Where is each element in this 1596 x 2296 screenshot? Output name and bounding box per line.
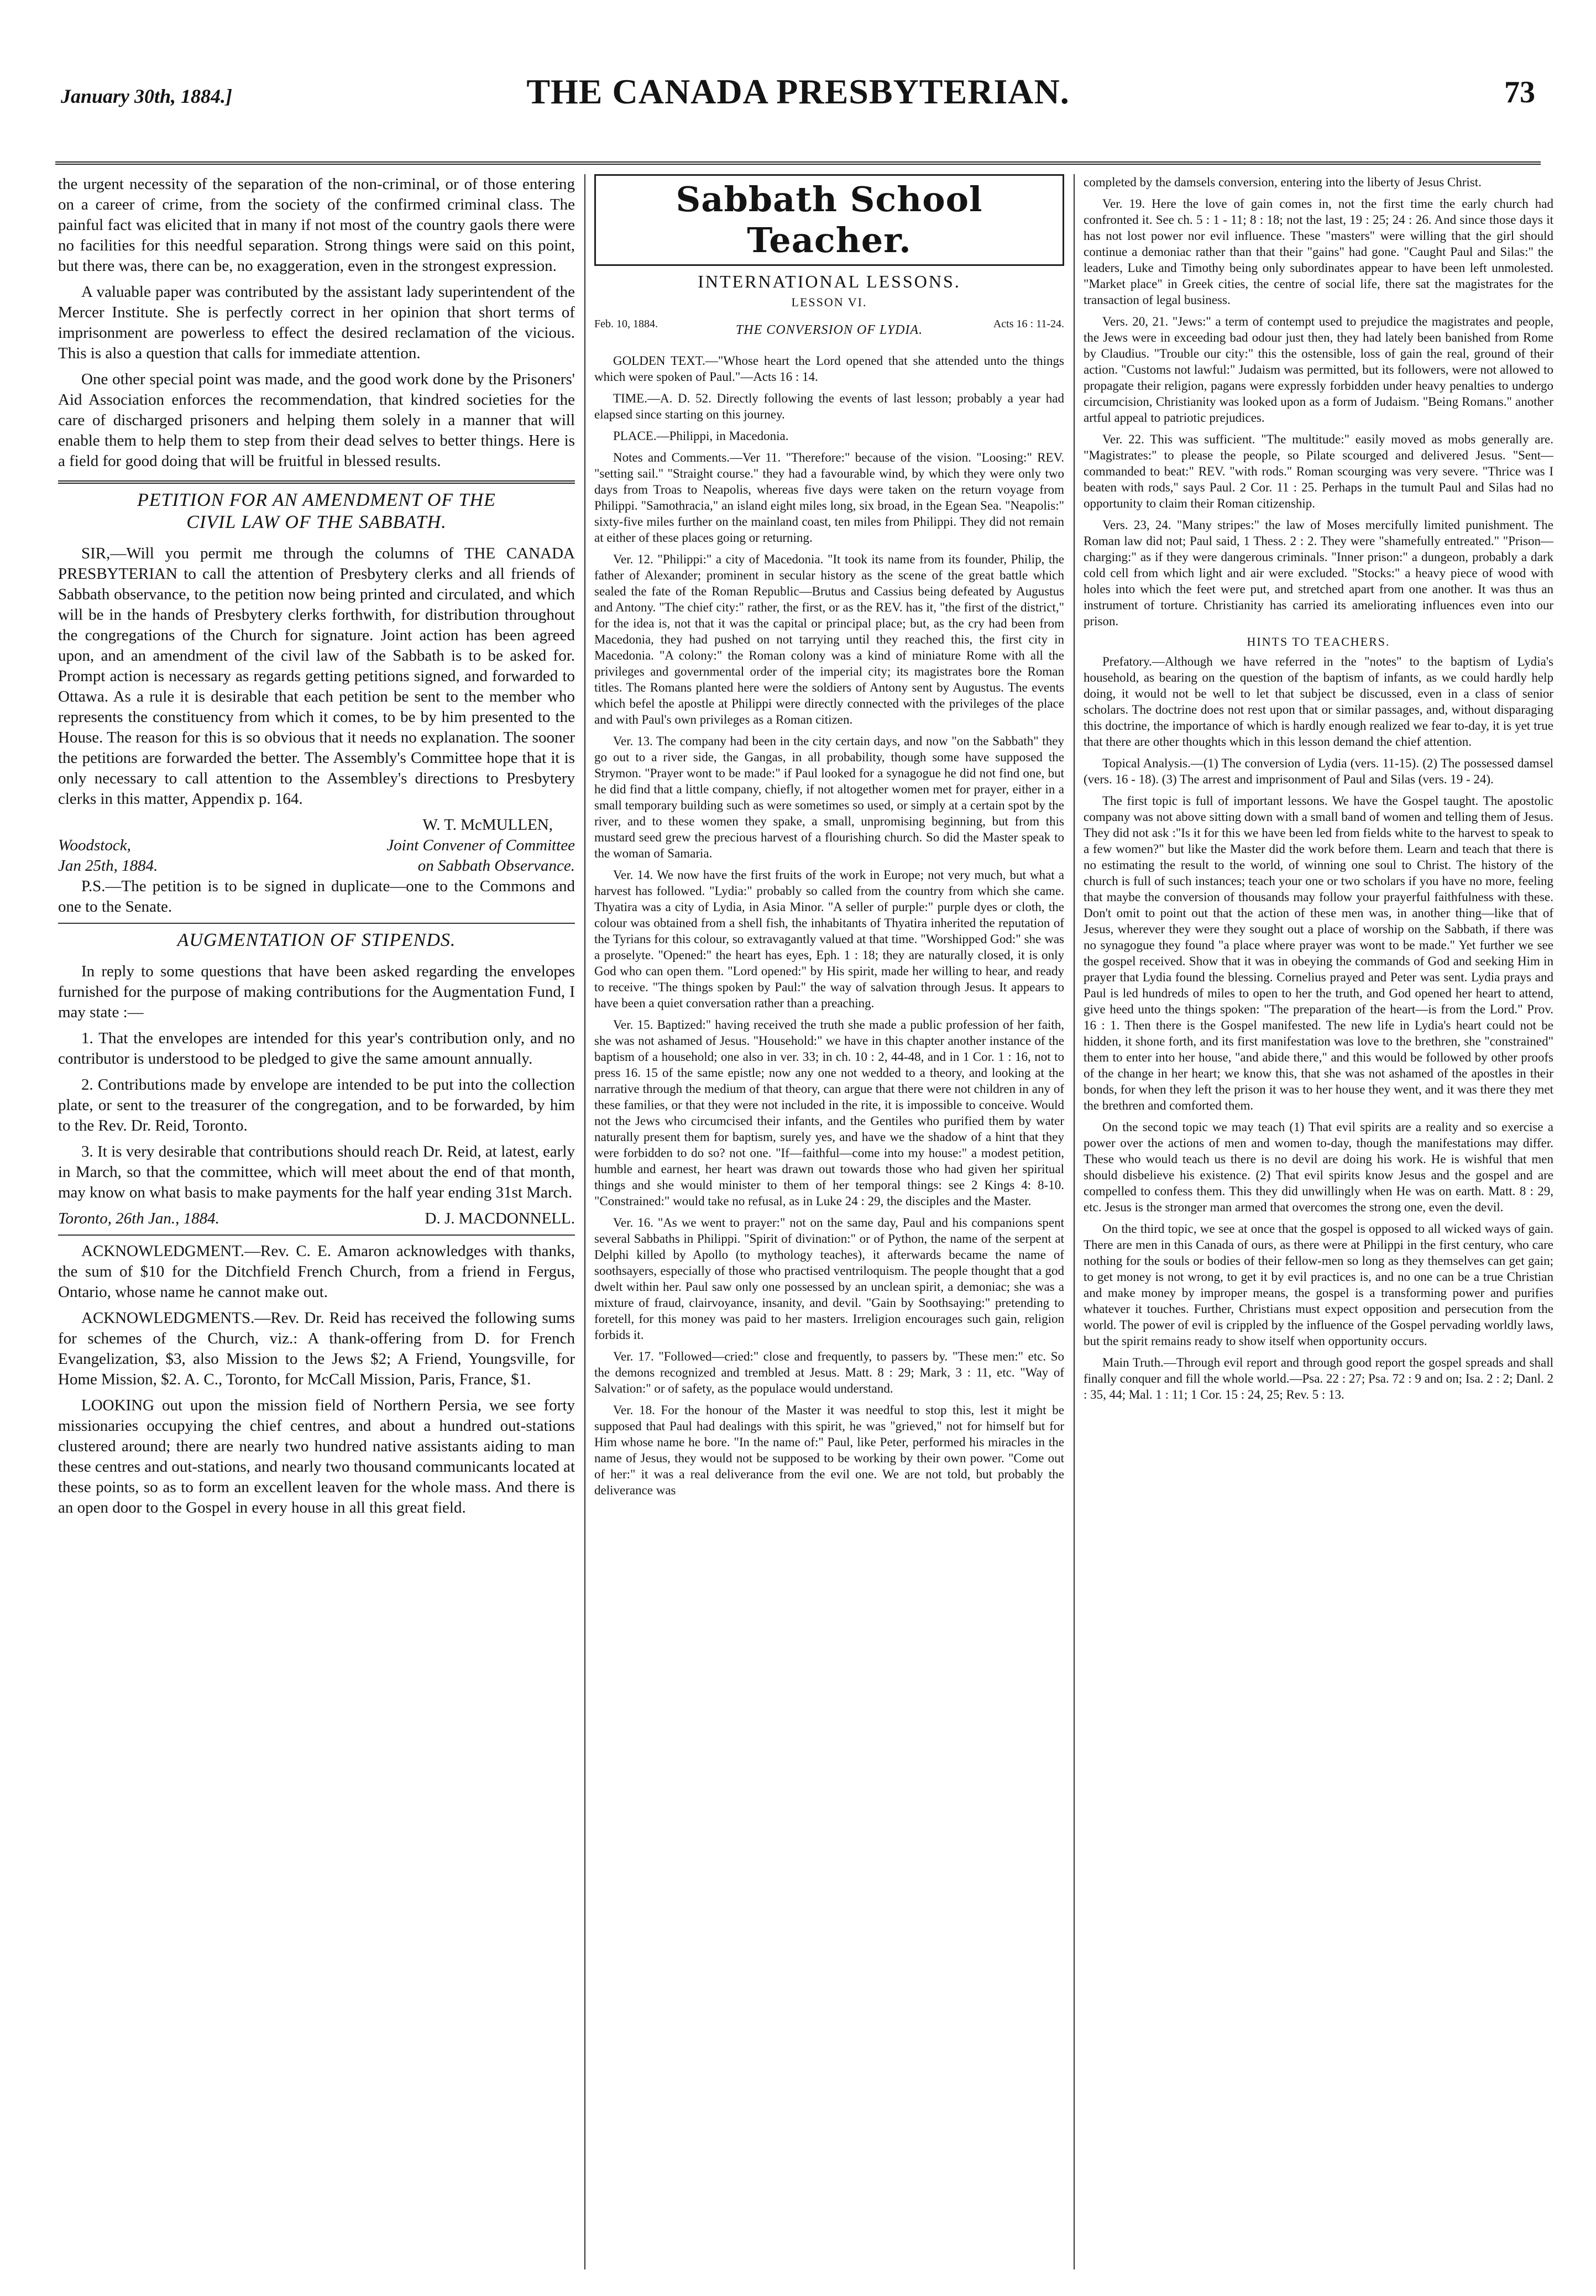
article-paragraph: A valuable paper was contributed by the assistant lady superintendent of the Mercer Institute. She is perfectly correct in her opinion that short terms of imprisonment are powerless to effect the desired reclamation of the vicious. This is also a question that calls for immediate attention. xyxy=(58,283,575,362)
lesson-paragraph: Ver. 12. "Philippi:" a city of Macedonia. "It took its name from its founder, Philip, the father of Alexander; prominent in secular history as the scene of the great battle which sealed the fate of the Roman Republic—Brutus and Cassius being defeated by Augustus and Antony. "The chief city:" rather, the first, or as the REV. has it, "the first of the district," for the idea is, not that it was the capital or principal place; but, as the cry had been from Macedonia, they had pushed on not tarrying until they reached this, the first city in Macedonia. "A colony:" the Roman colony was a kind of miniature Rome with all the privileges and governmental order of the imperial city; its magistrates bore the Roman titles. The Romans planted here were the soldiers of Antony sent by Augustus. The events which befel the apostle at Philippi were directly connected with the privileges of the place and with Paul's own privileges as a Roman citizen. xyxy=(594,552,1064,726)
mission-paragraph: LOOKING out upon the mission field of Northern Persia, we see forty missionaries occupying the chief centres, and about a hundred out-stations clustered around; there are nearly two hundred native assistants aiding to man these centres and out-stations, and nearly two thousand communicants located at these points, so as to form an excellent leaven for the whole mass. And there is an open door to the Gospel in every house in all this great field. xyxy=(58,1397,575,1516)
lesson-paragraph: Notes and Comments.—Ver 11. "Therefore:" because of the vision. "Loosing:" REV. "setting sail." "Straight course." they had a favourable wind, by which they were only two days from Troas to Neapolis, whereas five days were taken on the return voyage from Philippi. "Samothracia," an island eight miles long, six broad, in the Egean Sea. "Neapolis:" sixty-five miles further on the mainland coast, ten miles from Philippi. They did not remain at either of these places going or returning. xyxy=(594,451,1064,545)
lesson-paragraph: Vers. 23, 24. "Many stripes:" the law of Moses mercifully limited punishment. The Roman law did not; Paul said, 1 Thess. 2 : 2. They were "shamefully entreated." "Prison—charging:" as if they were dangerous criminals. "Inner prison:" a dungeon, probably a dark cold cell from which light and air were excluded. "Stocks:" a heavy piece of wood with holes into which the feet were put, and stretched apart from one another. It was thus an instrument of torture. Christianity has carried its ameliorating influences even into our prison. xyxy=(1084,518,1553,628)
lesson-paragraph: Ver. 18. For the honour of the Master it was needful to stop this, lest it might be supposed that Paul had dealings with this spirit, he was "grieved," not for himself but for Him whose name he bore. "In the name of:" Paul, like Peter, performed his miracles in the name of Jesus, they would not be supposed to be working by their own power. "Come out of her:" it was a real deliverance from the evil one. We are not told, but probably the deliverance was xyxy=(594,1403,1064,1497)
hints-paragraph: On the third topic, we see at once that the gospel is opposed to all wicked ways of gain. There are men in this Canada of ours, as there were at Philippi in the first century, who care nothing for the souls or bodies of their fellow-men so long as they themselves can get gain; to get money is not wrong, to get it by evil practices is, and no one can be a true Christian and make money by improper means, the gospel is a transforming power and purifies whatever it touches. Further, Christians must expect opposition and persecution from the world. The power of evil is crippled by the influence of the Gospel pervading worldly laws, but the spirit remains ready to show itself when opportunity occurs. xyxy=(1084,1222,1553,1348)
augmentation-signature: Toronto, 26th Jan., 1884. D. J. MACDONNELL. xyxy=(58,1210,575,1227)
lesson-paragraph: completed by the damsels conversion, entering into the liberty of Jesus Christ. xyxy=(1084,175,1482,189)
section-rule xyxy=(58,923,575,924)
issue-date: January 30th, 1884.] xyxy=(61,85,233,107)
lesson-paragraph: Ver. 17. "Followed—cried:" close and frequently, to passers by. "These men:" etc. So the demons recognized and trembled at Jesus. Matt. 8 : 29; Mark, 3 : 11, etc. "Way of Salvation:" or of safety, as the populace would understand. xyxy=(594,1350,1064,1395)
lesson-paragraph: Ver. 16. "As we went to prayer:" not on the same day, Paul and his companions spent several Sabbaths in Philippi. "Spirit of divination:" or of Python, the name of the serpent at Delphi killed by Apollo (to mythology teaches), it afterwards became the name of soothsayers, especially of those who practised ventriloquism. The people thought that a god dwelt within her. Paul saw only one possessed by an unclean spirit, a demoniac; she was a mixture of fraud, clairvoyance, insanity, and devil. "Gain by Soothsaying:" pretending to foretell, for this money was paid to her masters. Irreligion encourages such gain, religion forbids it. xyxy=(594,1216,1064,1342)
lesson-paragraph: Ver. 15. Baptized:" having received the truth she made a public profession of her faith, she was not ashamed of Jesus. "Household:" we have in this chapter another instance of the baptism of a household; one also in ver. 33; in ch. 10 : 2, 44-48, and in 1 Cor. 1 : 16, not to press 16. 15 of the same epistle; now any one not wedded to a theory, and looking at the narrative through the medium of that theory, can argue that there were not children in any of these families, or that they were not included in the rite, it is impossible to conceive. Would not the Jews who circumcised their infants, and the Gentiles who purified them by water naturally present them for baptism, surely yes, and have we the shadow of a hint that they were forbidden to do so? not one. "If—faithful—come into my house:" a modest petition, humble and earnest, her heart was drawn out towards those who had given her spiritual things and she would minister to them of her temporal things: see 2 Kings 4: 8-10. "Constrained:" would take no refusal, as in Luke 24 : 29, the disciples and the Master. xyxy=(594,1018,1064,1208)
lesson-title: THE CONVERSION OF LYDIA. xyxy=(735,323,923,337)
lesson-paragraph: Ver. 13. The company had been in the city certain days, and now "on the Sabbath" they go out to a river side, the Gangas, in all probability, though some have supposed the Strymon. "Prayer wont to be made:" if Paul looked for a synagogue he did not find one, but he did find that a little company, chiefly, if not altogether women met for prayer, either in a small temporary building such as were sometimes so used, or simply at a certain spot by the river, and to these women they spake, a small, unpromising beginning, but from this mustard seed grew the precious harvest of a flourishing church. So did the Master speak to the woman of Samaria. xyxy=(594,734,1064,860)
page-number: 73 xyxy=(1504,75,1535,109)
lesson-paragraph: TIME.—A. D. 52. Directly following the events of last lesson; probably a year had elapsed since starting on this journey. xyxy=(594,391,1064,421)
running-head xyxy=(50,53,1546,124)
hints-paragraph: Main Truth.—Through evil report and through good report the gospel spreads and shall finally conquer and fill the whole world.—Psa. 22 : 27; Psa. 72 : 9 and on; Isa. 2 : 2; Danl. 2 : 35, 44; Mal. 1 : 11; 1 Cor. 15 : 24, 25; Rev. 5 : 13. xyxy=(1084,1356,1553,1401)
section-rule xyxy=(58,1235,575,1236)
column-left xyxy=(58,174,575,2275)
petition-signature-line: Jan 25th, 1884. on Sabbath Observance. xyxy=(58,857,575,875)
header-rule xyxy=(55,161,1541,165)
lesson-date: Feb. 10, 1884. xyxy=(594,318,658,330)
augmentation-intro: In reply to some questions that have been asked regarding the envelopes furnished for the purpose of making contributions for the Augmentation Fund, I may state :— xyxy=(58,963,575,1021)
augmentation-item: 3. It is very desirable that contributions should reach Dr. Reid, at latest, early in March, so that the committee, which will meet about the end of that month, may know on what basis to make payments for the half year ending 31st March. xyxy=(58,1143,575,1201)
petition-letter: SIR,—Will you permit me through the columns of THE CANADA PRESBYTERIAN to call the attention of Presbytery clerks and all friends of Sabbath observance, to the petition now being printed and circulated, and which will be in the hands of Presbytery clerks forthwith, for distribution throughout the congregations of the Church for signature. Joint action has been agreed upon, and an amendment of the civil law of the Sabbath is to be asked for. Prompt action is necessary as regards getting petitions signed, and forwarded to Ottawa. As a rule it is desirable that each petition be sent to the member who represents the constituency from which it comes, to be by him presented to the House. The reason for this is so obvious that it needs no explanation. The sooner the petitions are forwarded the better. The Assembly's Committee hope that it is only necessary to call attention to the Assembley's directions to Presbytery clerks in this matter, Appendix p. 164. xyxy=(58,545,575,808)
section-banner: Sabbath School Teacher. xyxy=(594,174,1064,266)
column-divider xyxy=(584,174,585,2269)
hints-paragraph: On the second topic we may teach (1) That evil spirits are a reality and so exercise a power over the actions of men and women to-day, though the manifestations may differ. These who would teach us there is no devil are doing his work. He is wishful that men should disbelieve his existence. (2) That evil spirits know Jesus and the gospel and are compelled to confess them. This they did unwillingly when He was on earth. Matt. 8 : 29, etc. Jesus is the stronger man armed that overcomes the strong one, even the devil. xyxy=(1084,1120,1553,1214)
petition-signer: W. T. McMULLEN, xyxy=(422,816,553,834)
lesson-paragraph: Ver. 14. We now have the first fruits of the work in Europe; not very much, but what a harvest has followed. "Lydia:" probably so called from the country from which she came. Thyatira was a city of Lydia, in Asia Minor. "A seller of purple:" purple dyes or cloth, the colour was obtained from a shell fish, the inhabitants of Thyatira inherited the reputation of the Tyrians for this colour, so extravagantly valued at that time. "Worshipped God:" she was a proselyte. "Opened:" the heart has eyes, Eph. 1 : 18; they are naturally closed, it is only God who can open them. "Lord opened:" by His spirit, made her willing to hear, and ready to receive. "The things spoken by Paul:" the way of salvation through Jesus. It appears to have been a quiet conversation rather than a preaching. xyxy=(594,868,1064,1010)
column-right xyxy=(1084,174,1553,2275)
lesson-heading xyxy=(594,317,1064,346)
section-rule xyxy=(58,480,575,484)
petition-signature-line: Woodstock, Joint Convener of Committee xyxy=(58,836,575,854)
augmentation-item: 2. Contributions made by envelope are intended to be put into the collection plate, or sent to the treasurer of the congregation, and to be forwarded, by him to the Rev. Dr. Reid, Toronto. xyxy=(58,1076,575,1134)
lesson-paragraph: GOLDEN TEXT.—"Whose heart the Lord opened that she attended unto the things which were spoken of Paul."—Acts 16 : 14. xyxy=(594,354,1064,384)
article-paragraph: One other special point was made, and the good work done by the Prisoners' Aid Association enforces the recommendation, that kindred societies for the care of discharged prisoners and helping them solely in a manner that will enable them to help them to step from their dead selves to better things. Here is a field for good doing that will be fruitful in blessed results. xyxy=(58,370,575,470)
petition-title: PETITION FOR AN AMENDMENT OF THE CIVIL LAW OF THE SABBATH. xyxy=(137,490,496,532)
hints-paragraph: Topical Analysis.—(1) The conversion of Lydia (vers. 11-15). (2) The possessed damsel (vers. 16 - 18). (3) The arrest and imprisonment of Paul and Silas (vers. 19 - 24). xyxy=(1084,756,1553,786)
hints-paragraph: Prefatory.—Although we have referred in the "notes" to the baptism of Lydia's household, as bearing on the question of the baptism of infants, as we could hardly help doing, it would not be well to let that subject be discussed, even in a class of senior scholars. The doctrine does not rest upon that or similar passages, and, without disparaging this doctrine, the importance of which is hardly enough realized we fear to-day, it is yet true that there are other thoughts which in this lesson demand the chief attention. xyxy=(1084,655,1553,749)
lesson-number: LESSON VI. xyxy=(791,295,867,309)
lesson-paragraph: Vers. 20, 21. "Jews:" a term of contempt used to prejudice the magistrates and people, the Jews were in exceeding bad odour just then, they had lately been banished from Rome by Claudius. "Trouble our city:" this the ostensible, loss of gain the real, ground of their action. "Customs not lawful:" Judaism was permitted, but its followers, were not allowed to propagate their religion, pagans were expressly forbidden under heavy penalties to undergo circumcision, Christianity was looked upon as a form of Judaism. "Being Romans." another artful appeal to patriotic prejudices. xyxy=(1084,315,1553,425)
hints-paragraph: The first topic is full of important lessons. We have the Gospel taught. The apostolic company was not above sitting down with a small band of women and telling them of Jesus. They did not ask :"Is it for this we have been led from fields white to the harvest to speak to a few women?" but like the Master did the work before them. Learn and teach that there is no estimating the result to the world, of winning one soul to Christ. The history of the church is full of such instances; teach your one or two scholars if you have no more, feeling that maybe the conversion of thousands may follow your prayerful faithfulness with these. Don't omit to point out that the action of these men was, in another thing—like that of Jesus, wherever they were they sought out a place of worship on the Sabbath, if there was no synagogue they found "a place where prayer was wont to be made." Yet further we see the gospel received. Show that it was in obeying the commands of God and seeking Him in prayer that Lydia found the blessing. Cornelius prayed and Peter was sent. Lydia prays and Paul is led hundreds of miles to open to her the truth, and God opened her heart to attend, give heed unto the things spoken: "The preparation of the heart—is from the Lord." Prov. 16 : 1. Then there is the Gospel manifested. The new life in Lydia's heart could not be hidden, it shone forth, and its first manifestation was love to the brethren, she "constrained" them to enter into her house, "and abide there," and this would be followed by other proofs of the change in her heart; we know this, that she was not ashamed of the apostles in their bonds, for when they left the prison it was to her house they went, and it was there they met the brethren and comforted them. xyxy=(1084,794,1553,1112)
lesson-paragraph: Ver. 19. Here the love of gain comes in, not the first time the early church had confronted it. See ch. 5 : 1 - 11; 8 : 18; not the last, 19 : 25; 24 : 26. And since those days it has not lost power nor evil influence. These "masters" were willing that the girl should continue a demoniac rather than that their "gains" had gone. "Caught Paul and Silas:" the leaders, Luke and Timothy being only subordinates appear to have been left unmolested. "Market place" in Greek cities, the centre of social life, there sat the magistrates for the transaction of legal business. xyxy=(1084,197,1553,307)
lesson-paragraph: Ver. 22. This was sufficient. "The multitude:" easily moved as mobs generally are. "Magistrates:" to please the people, so Pilate scourged and delivered Jesus. "Sent—commanded to beat:" REV. "with rods." Roman scourging was very severe. "Thrice was I beaten with rods," says Paul. 2 Cor. 11 : 25. Perhaps in the tumult Paul and Silas had no opportunity to claim their Roman citizenship. xyxy=(1084,432,1553,510)
hints-heading: HINTS TO TEACHERS. xyxy=(1247,635,1390,648)
augmentation-title: AUGMENTATION OF STIPENDS. xyxy=(177,930,456,950)
lesson-paragraph: PLACE.—Philippi, in Macedonia. xyxy=(613,429,789,443)
masthead-title: THE CANADA PRESBYTERIAN. xyxy=(526,72,1070,111)
lesson-reference: Acts 16 : 11-24. xyxy=(993,318,1064,330)
augmentation-item: 1. That the envelopes are intended for this year's contribution only, and no contributor is understood to be pledged to give the same amount annually. xyxy=(58,1029,575,1068)
column-middle xyxy=(594,174,1064,2275)
acknowledgment-paragraph: ACKNOWLEDGMENT.—Rev. C. E. Amaron acknowledges with thanks, the sum of $10 for the Ditchfield French Church, from a friend in Fergus, Ontario, whose name he cannot make out. xyxy=(58,1242,575,1301)
acknowledgment-paragraph: ACKNOWLEDGMENTS.—Rev. Dr. Reid has received the following sums for schemes of the Church, viz.: A thank-offering from D. for French Evangelization, $3, also Mission to the Jews $2; A Friend, Youngsville, for Home Mission, $2. A. C., Toronto, for McCall Mission, Paris, France, $1. xyxy=(58,1309,575,1388)
lessons-subhead: INTERNATIONAL LESSONS. xyxy=(698,271,961,291)
column-divider xyxy=(1074,174,1075,2269)
petition-postscript: P.S.—The petition is to be signed in duplicate—one to the Commons and one to the Senate. xyxy=(58,877,575,916)
article-paragraph: the urgent necessity of the separation of the non-criminal, or of those entering on a career of crime, from the society of the confirmed criminal class. The painful fact was elicited that in many if not most of the country gaols there were no facilities for this needful separation. Strong things were said on this point, but there was, there can be, no exaggeration, even in the strongest expression. xyxy=(58,175,575,275)
